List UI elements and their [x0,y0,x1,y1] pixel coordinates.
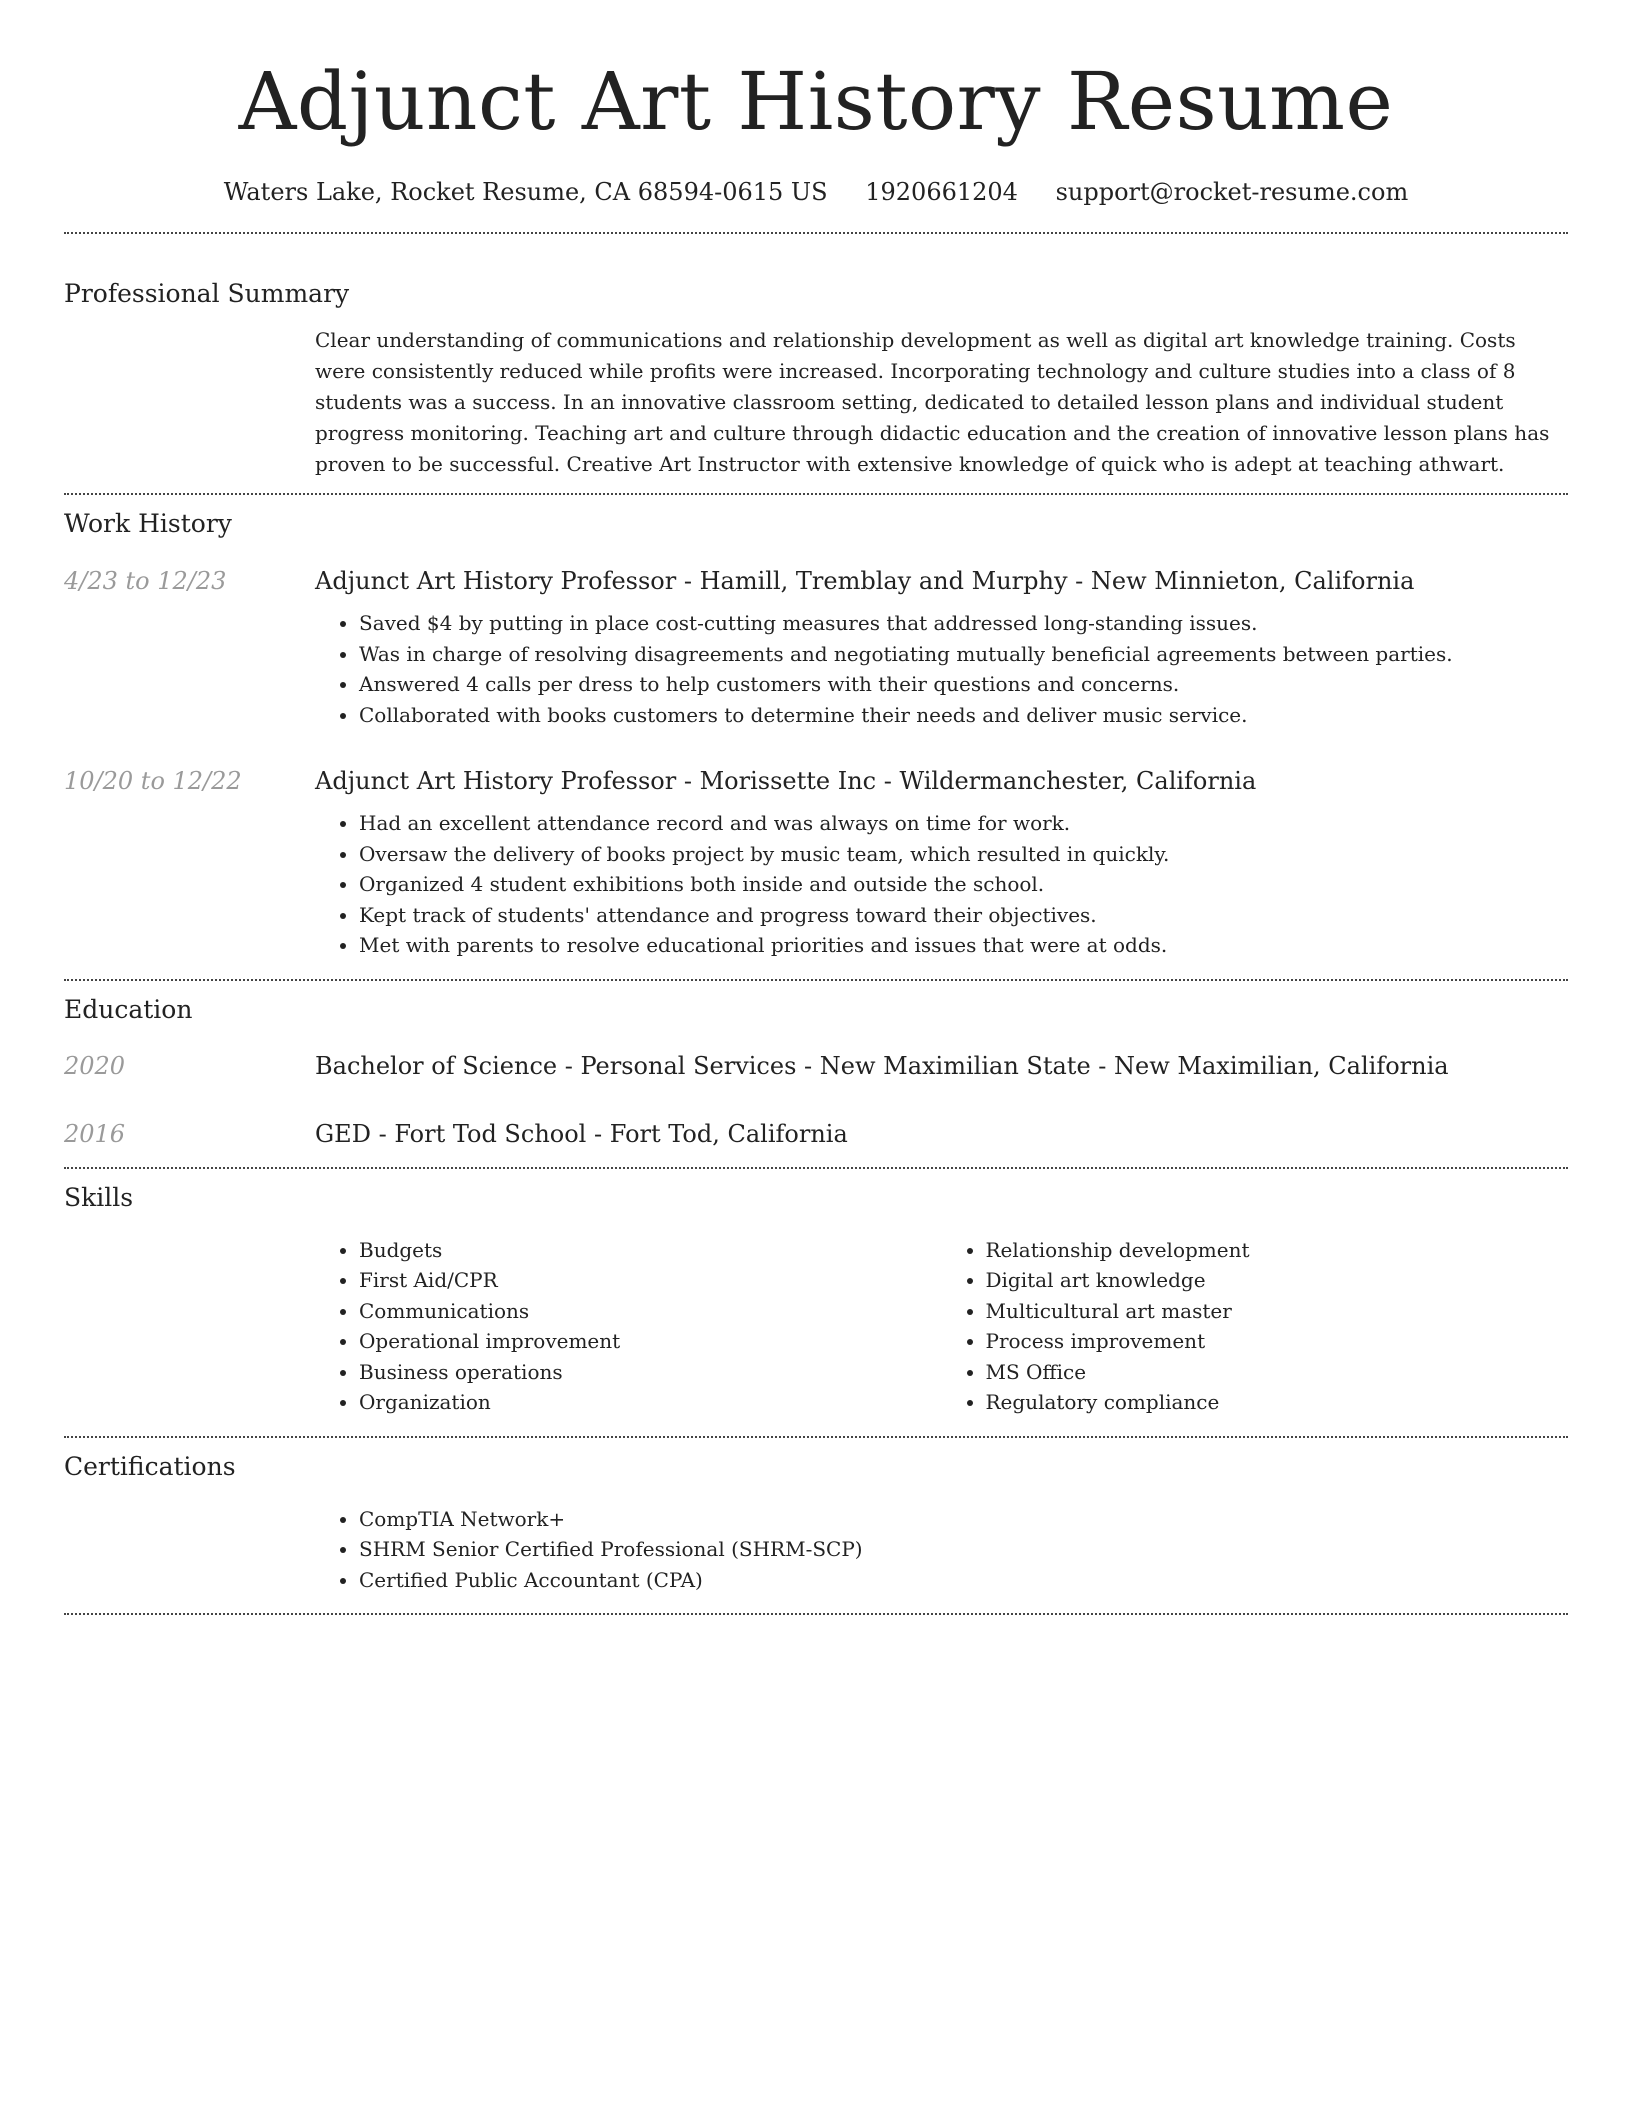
duty-item: • Oversaw the delivery of books project by music team, which resulted in quickly. [359,839,1568,870]
skill-item: • First Aid/CPR [359,1265,942,1296]
skill-item: • Process improvement [986,1326,1569,1357]
degree: Bachelor of Science [315,1051,558,1080]
skill-item: • Communications [359,1296,942,1327]
duty-item: • Collaborated with books customers to determine their needs and deliver music service. [359,700,1568,731]
contact-line [64,176,1568,208]
duty-item: • Answered 4 calls per dress to help customers with their questions and concerns. [359,669,1568,700]
job-role: Adjunct Art History Professor [315,767,677,795]
work-section [64,495,1568,961]
separator: - [557,1051,581,1080]
divider [64,1613,1568,1615]
school-location: Fort Tod, California [609,1119,848,1148]
field-of-study: Personal Services [580,1051,797,1080]
job-heading [315,764,1568,798]
contact-address: Waters Lake, Rocket Resume, CA 68594-0615 US [223,178,828,206]
skills-heading: Skills [64,1182,134,1212]
school-name: New Maximilian State [819,1051,1091,1080]
separator: - [1067,567,1091,595]
job-entry [64,764,1568,961]
certifications-list [315,1504,1568,1596]
duty-item: • Organized 4 student exhibitions both inside and outside the school. [359,869,1568,900]
summary-section [64,234,1568,480]
skill-item: • Digital art knowledge [986,1265,1569,1296]
job-dates: 10/20 to 12/22 [64,767,242,795]
job-role: Adjunct Art History Professor [315,567,677,595]
degree: GED [315,1119,371,1148]
duty-list [315,808,1568,961]
job-heading [315,564,1568,598]
separator: - [676,767,700,795]
skills-list-right [942,1235,1569,1418]
separator: - [796,1051,820,1080]
skill-item: • Budgets [359,1235,942,1266]
summary-text: Clear understanding of communications and relationship development as well as digital art knowledge training. Costs were consistently reduced while profits were increased. Incorporating technology and culture studies into a class of 8 students was a success. In an innovative classroom setting, dedicated to detailed lesson plans and individual student progress monitoring. Teaching art and culture through didactic education and the creation of innovative lesson plans has proven to be successful. Creative Art Instructor with extensive knowledge of quick who is adept at teaching athwart. [315,328,1550,476]
duty-item: • Was in charge of resolving disagreements and negotiating mutually beneficial agreements between parties. [359,639,1568,670]
summary-content [315,325,1568,480]
education-year: 2020 [64,1051,126,1080]
skill-item: • MS Office [986,1357,1569,1388]
separator: - [876,767,900,795]
skill-item: • Operational improvement [359,1326,942,1357]
certifications-section [64,1438,1568,1596]
certification-item: • CompTIA Network+ [359,1504,1568,1535]
skill-item: • Multicultural art master [986,1296,1569,1327]
education-entry [64,1049,1568,1083]
job-duties [315,808,1568,961]
job-location: Wildermanchester, California [899,767,1257,795]
certifications-content [315,1504,1568,1596]
education-section [64,981,1568,1151]
skill-item: • Business operations [359,1357,942,1388]
job-dates: 4/23 to 12/23 [64,567,227,595]
certification-item: • SHRM Senior Certified Professional (SHRM-SCP) [359,1534,1568,1565]
skills-list-left [315,1235,942,1418]
separator: - [370,1119,395,1148]
duty-item: • Kept track of students' attendance and progress toward their objectives. [359,900,1568,931]
summary-heading: Professional Summary [64,279,350,308]
contact-email: support@rocket-resume.com [1055,178,1409,206]
certification-item: • Certified Public Accountant (CPA) [359,1565,1568,1596]
school-location: New Maximilian, California [1114,1051,1449,1080]
separator: - [586,1119,610,1148]
skill-item: • Relationship development [986,1235,1569,1266]
resume-title: Adjunct Art History Resume [238,55,1394,148]
education-entry [64,1117,1568,1151]
job-duties [315,608,1568,730]
contact-phone: 1920661204 [865,178,1018,206]
duty-item: • Met with parents to resolve educational priorities and issues that were at odds. [359,930,1568,961]
job-entry [64,564,1568,730]
resume-page [64,0,1568,1615]
skills-grid [315,1235,1568,1418]
duty-list [315,608,1568,730]
education-year: 2016 [64,1119,126,1148]
job-company: Morissette Inc [699,767,877,795]
skill-item: • Organization [359,1387,942,1418]
school-name: Fort Tod School [394,1119,587,1148]
separator: - [1090,1051,1115,1080]
duty-item: • Saved $4 by putting in place cost-cutting measures that addressed long-standing issues. [359,608,1568,639]
education-heading: Education [64,994,193,1024]
education-heading-line [315,1117,1568,1151]
certifications-heading: Certifications [64,1451,236,1481]
education-heading-line [315,1049,1568,1083]
job-company: Hamill, Tremblay and Murphy [699,567,1068,595]
separator: - [676,567,700,595]
skill-item: • Regulatory compliance [986,1387,1569,1418]
duty-item: • Had an excellent attendance record and was always on time for work. [359,808,1568,839]
skills-section [64,1169,1568,1418]
job-location: New Minnieton, California [1090,567,1415,595]
work-heading: Work History [64,509,232,538]
